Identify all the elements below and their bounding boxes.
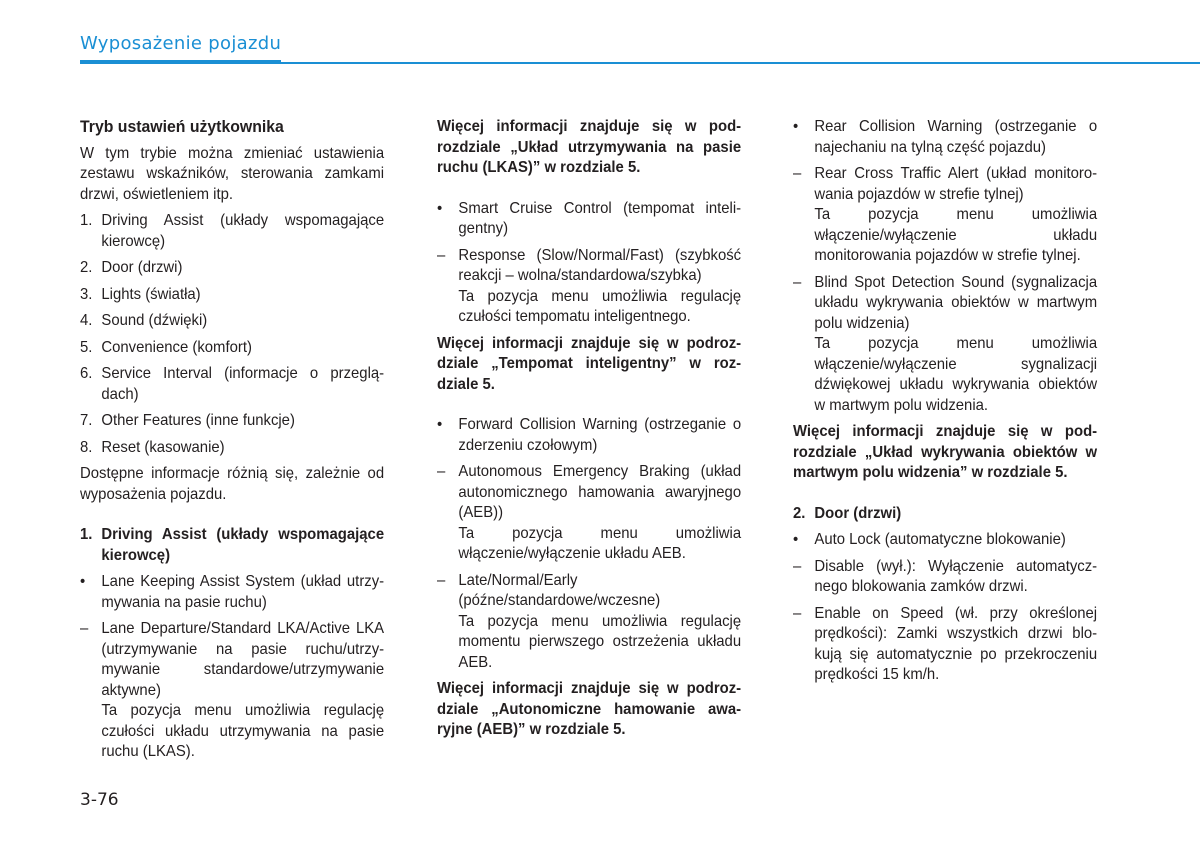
- description-lka: Ta pozycja menu umożliwia regulację czułości układu utrzymywania na pasie ruchu (LKAS).: [101, 702, 385, 760]
- list-item: 5. Convenience (komfort): [80, 338, 252, 356]
- page-number: 3-76: [80, 790, 119, 810]
- description-warning-timing: Ta pozycja menu umożliwia regulację momentu pierwszego ostrzeżenia układu AEB.: [458, 612, 742, 671]
- bullet-fcw: • Forward Collision Warning (ostrzeganie o zderzeniu czołowym): [437, 416, 742, 454]
- header-rule-accent: [80, 60, 281, 64]
- list-item: 7. Other Features (inne funkcje): [80, 412, 295, 429]
- reference-scc: Więcej informacji znajduje się w podrozdziale „Tempomat inteligentny” w rozdziale 5.: [437, 334, 742, 393]
- intro-paragraph: W tym trybie można zmieniać ustawienia zestawu wskaźników, sterowania zamkami drzwi, oświetleniem itp.: [80, 144, 385, 203]
- reference-lkas: Więcej informacji znajduje się w podrozdziale „Układ utrzymywania na pasie ruchu (LKAS)” w rozdziale 5.: [437, 118, 742, 176]
- menu-list: [80, 211, 384, 458]
- bullet-rcw: • Rear Collision Warning (ostrzeganie o najechaniu na tylną część pojazdu): [793, 118, 1098, 156]
- list-item: 1. Driving Assist (układy wspomagające kierowcę): [80, 212, 385, 250]
- bullet-auto-lock: • Auto Lock (automatyczne blokowanie): [793, 531, 1066, 548]
- dash-rcta: – Rear Cross Traffic Alert (układ monitorowania pojazdów w strefie tylnej): [793, 165, 1098, 203]
- bullet-lka: • Lane Keeping Assist System (układ utrzymywania na pasie ruchu): [80, 573, 385, 611]
- list-item: 6. Service Interval (informacje o przeglądach): [80, 365, 385, 403]
- column-2: [437, 117, 741, 741]
- availability-note: Dostępne informacje różnią się, zależnie od wyposażenia pojazdu.: [80, 465, 385, 503]
- dash-bsd-sound: – Blind Spot Detection Sound (sygnalizacja układu wykrywania obiektów w martwym polu widzenia): [793, 273, 1098, 332]
- dash-response: – Response (Slow/Normal/Fast) (szybkość reakcji – wolna/standardowa/szybka): [437, 246, 742, 284]
- list-item: 2. Door (drzwi): [80, 259, 183, 276]
- section-title: Wyposażenie pojazdu: [80, 33, 282, 54]
- description-aeb: Ta pozycja menu umożliwia włączenie/wyłączenie układu AEB.: [458, 524, 742, 562]
- dash-warning-timing: – Late/Normal/Early (późne/standardowe/wczesne): [437, 571, 661, 609]
- description-bsd: Ta pozycja menu umożliwia włączenie/wyłączenie sygnalizacji dźwiękowej układu wykrywania obiektów w martwym polu widzenia.: [814, 335, 1098, 414]
- dash-enable-on-speed: – Enable on Speed (wł. przy określonej prędkości): Zamki wszystkich drzwi blokują się automatycznie po przekroczeniu prędkości 15 km/h.: [793, 604, 1098, 683]
- bullet-scc: • Smart Cruise Control (tempomat inteligentny): [437, 199, 742, 237]
- heading-user-settings: Tryb ustawień użytkownika: [80, 117, 284, 136]
- column-3: [793, 117, 1097, 686]
- column-1: [80, 117, 384, 763]
- description-rcta: Ta pozycja menu umożliwia włączenie/wyłączenie układu monitorowania pojazdów w strefie tylnej.: [814, 206, 1098, 264]
- reference-aeb: Więcej informacji znajduje się w podrozdziale „Autonomiczne hamowanie awaryjne (AEB)” w rozdziale 5.: [437, 680, 742, 738]
- section-heading-door: 2. Door (drzwi): [793, 504, 902, 522]
- dash-disable: – Disable (wył.): Wyłączenie automatycznego blokowania zamków drzwi.: [793, 557, 1098, 595]
- list-item: 4. Sound (dźwięki): [80, 312, 208, 329]
- dash-lane-departure: – Lane Departure/Standard LKA/Active LKA (utrzymywanie na pasie ruchu/utrzymywanie standardowe/utrzymywanie aktywne): [80, 620, 385, 699]
- dash-aeb: – Autonomous Emergency Braking (układ autonomicznego hamowania awaryjnego (AEB)): [437, 463, 742, 521]
- reference-bsd: Więcej informacji znajduje się w podrozdziale „Układ wykrywania obiektów w martwym polu widzenia” w rozdziale 5.: [793, 423, 1098, 481]
- list-item: 3. Lights (światła): [80, 285, 201, 303]
- section-heading-driving-assist: 1. Driving Assist (układy wspomagające kierowcę): [80, 526, 385, 564]
- description-scc: Ta pozycja menu umożliwia regulację czułości tempomatu inteligentnego.: [458, 287, 742, 325]
- list-item: 8. Reset (kasowanie): [80, 438, 225, 456]
